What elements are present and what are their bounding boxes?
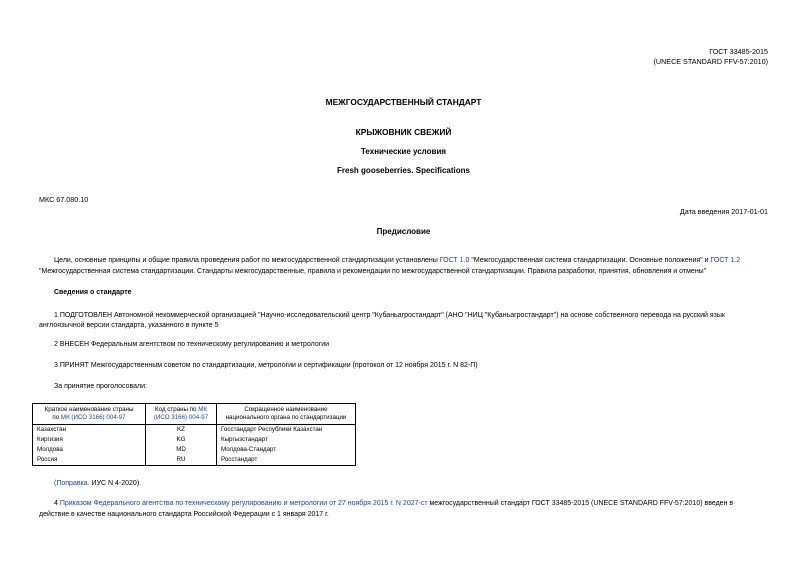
doc-code: ГОСТ 33485-2015 — [709, 47, 768, 56]
country-cell: Казахстан — [33, 425, 146, 436]
standard-name-title: КРЫЖОВНИК СВЕЖИЙ — [355, 127, 452, 137]
voting-table — [32, 403, 356, 466]
code-cell: RU — [146, 455, 217, 466]
country-cell: Россия — [33, 455, 146, 466]
foreword-paragraph-line1 — [54, 255, 807, 266]
item4-line1: 4 Приказом Федерального агентства по техническому регулированию и метрологии от 27 ноября 2015 г. N 2027-ст межгосударственный стандарт ГОСТ 33485-2015 (UNECE STANDARD FFV-57:2010) введен в — [54, 500, 734, 507]
table-row — [33, 445, 356, 455]
item3: 3 ПРИНЯТ Межгосударственным советом по стандартизации, метрологии и сертификации (протокол от 12 ноября 2015 г. N 82-П) — [54, 362, 478, 369]
gost-1-0-link[interactable]: ГОСТ 1.0 — [439, 257, 470, 264]
standard-subtitle: Технические условия — [360, 147, 447, 156]
code-cell: KZ — [146, 425, 217, 436]
country-cell: Киргизия — [33, 435, 146, 445]
voted-label: За принятие проголосовали: — [54, 383, 147, 390]
body-cell: Росстандарт — [217, 455, 356, 466]
code-cell: MD — [146, 445, 217, 455]
table-row — [33, 425, 356, 436]
mk-link[interactable]: МК — [198, 406, 207, 413]
body-cell: Кыргызстандарт — [217, 435, 356, 445]
intro-date: Дата введения 2017-01-01 — [679, 207, 768, 216]
col-body-header: Сокращенное наименование национального органа по стандартизации — [217, 404, 356, 425]
foreword-heading: Предисловие — [376, 227, 431, 236]
col-code-header: Код страны по МК (ИСО 3166) 004-97 — [146, 404, 217, 425]
mks-code: МКС 67.080.10 — [39, 195, 89, 204]
doc-alt-code: (UNECE STANDARD FFV-57:2010) — [653, 57, 768, 66]
foreword-paragraph-line2: "Межгосударственная система стандартизации. Стандарты межгосударственные, правила и рекомендации по межгосударственной стандартизации. Правила разработки, принятия, обновления и отмены" — [39, 268, 707, 275]
col-country-header: Краткое наименование страны по МК (ИСО 3166) 004-97 — [33, 404, 146, 425]
item1-line1: 1 ПОДГОТОВЛЕН Автономной некоммерческой организацией "Научно-исследовательский центр "Кубаньагростандарт" (АНО "НИЦ "Кубаньагростандарт") на основе собственного перевода на русский язык — [54, 312, 725, 319]
amendment-link[interactable]: (Поправка. — [54, 480, 90, 487]
amendment-text: ИУС N 4-2020). — [89, 480, 142, 487]
foreword-text-b: "Межгосударственная система стандартизации. Основные положения" и — [469, 257, 711, 264]
item4-line2: действие в качестве национального стандарта Российской Федерации с 1 января 2017 г. — [39, 511, 329, 518]
table-row — [33, 435, 356, 445]
body-cell: Молдова-Стандарт — [217, 445, 356, 455]
info-heading: Сведения о стандарте — [54, 289, 132, 296]
foreword-text-a: Цели, основные принципы и общие правила проведения работ по межгосударственной стандартизации установлены — [54, 257, 440, 264]
order-link[interactable]: Приказом Федерального агентства по техническому регулированию и метрологии от 27 ноября 2015 г. N 2027-ст — [59, 500, 428, 507]
item1-line2: англоязычной версии стандарта, указанного в пункте 5 — [39, 322, 219, 329]
standard-type-title: МЕЖГОСУДАРСТВЕННЫЙ СТАНДАРТ — [325, 97, 482, 107]
table-header-row — [33, 404, 356, 425]
country-cell: Молдова — [33, 445, 146, 455]
code-cell: KG — [146, 435, 217, 445]
table-row — [33, 455, 356, 466]
iso-3166-link[interactable]: (ИСО 3166) 004-97 — [153, 414, 209, 421]
body-cell: Госстандарт Республики Казахстан — [217, 425, 356, 436]
standard-english-title: Fresh gooseberries. Specifications — [337, 166, 470, 175]
item2: 2 ВНЕСЕН Федеральным агентством по техническому регулированию и метрологии — [54, 341, 330, 348]
gost-1-2-link[interactable]: ГОСТ 1.2 — [710, 257, 741, 264]
mk-iso-link[interactable]: МК (ИСО 3166) 004-97 — [60, 414, 126, 421]
amendment-note — [54, 478, 141, 489]
